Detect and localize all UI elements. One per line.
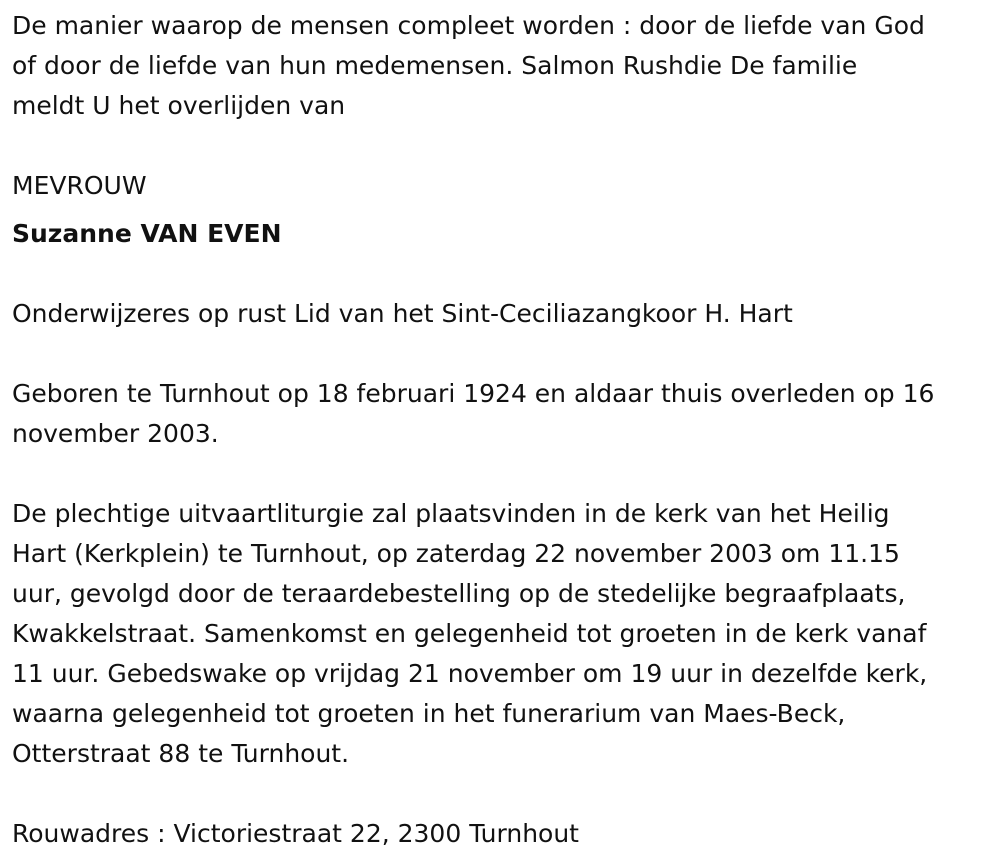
opening-quote: De manier waarop de mensen compleet worden : door de liefde van God of door de liefde van hun medemensen. Salmon Rushdie De familie meldt U het overlijden van (12, 11, 925, 120)
ceremony-text: De plechtige uitvaartliturgie zal plaatsvinden in de kerk van het Heilig Hart (Kerkplein) te Turnhout, op zaterdag 22 november 2003 om 11.15 uur, gevolgd door de teraardebestelling op de stedelijke begraafplaats, Kwakkelstraat. Samenkomst en gelegenheid tot groeten in de kerk vanaf 11 uur. Gebedswake op vrijdag 21 november om 19 uur in dezelfde kerk, waarna gelegenheid tot groeten in het funerarium van Maes-Beck, Otterstraat 88 te Turnhout. (12, 499, 928, 768)
honorific-title: MEVROUW (12, 171, 147, 200)
birth-death-text: Geboren te Turnhout op 18 februari 1924 en aldaar thuis overleden op 16 november 2003. (12, 379, 935, 448)
occupation-text: Onderwijzeres op rust Lid van het Sint-Ceciliazangkoor H. Hart (12, 299, 793, 328)
mourning-address: Rouwadres : Victoriestraat 22, 2300 Turnhout (12, 819, 579, 848)
spacer (12, 454, 997, 494)
obituary-document (12, 6, 997, 854)
spacer (12, 126, 997, 166)
deceased-name: Suzanne VAN EVEN (12, 219, 282, 248)
spacer (12, 254, 997, 294)
spacer (12, 334, 997, 374)
spacer (12, 774, 997, 814)
